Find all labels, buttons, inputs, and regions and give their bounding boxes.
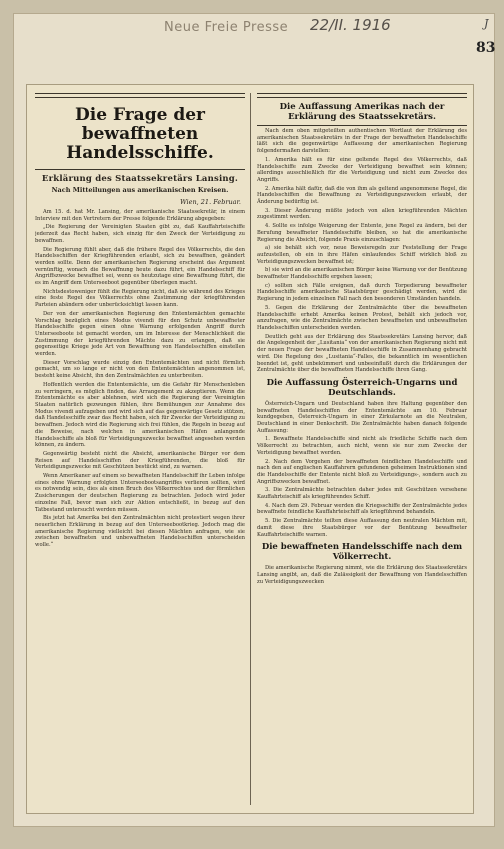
paragraph: Am 15. d. hat Mr. Lansing, der amerikanische Staatssekretär, in einem Interview mit den Vertretern der Presse folgende Erklärung abgegeben:: [35, 209, 245, 222]
paragraph: Die Regierung fühlt aber, daß die frühere Regel des Völkerrechts, die den Handelsschiffen der Kriegführenden erlaubt, sich zu bewaffnen, geändert werden sollte. Denn der amerikanischen Regierung erscheint das Argument vernünftig, wonach die Bewaffnung heute dazu führt, ein Handelsschiff für Angriffszwecke bewaffnet sei, wenn es heutzutage eine Bewaffnung führt, die es im Angriff dem Unterseeboot gegenüber überlegen macht.: [35, 246, 245, 287]
paragraph: 4. Nach dem 29. Februar werden die Kriegsschiffe der Zentralmächte jedes bewaffnete feindliche Kauffahrteischiff als kriegführend behandeln.: [257, 502, 467, 516]
paragraph: 1. Amerika hält es für eine geltende Regel des Völkerrechts, daß Handelsschiffe zum Zwecke der Verteidigung bewaffnet sein können; allerdings ausschließlich für die Verteidigung und nicht zum Zwecke des Angriffs.: [257, 156, 467, 183]
paragraph: Bis jetzt hat Amerika bei den Zentralmächten nicht protestiert wegen ihrer neuerlichen Erklärung in bezug auf den Unterseebootkrieg. Jedoch mag die amerikanische Regierung vielleicht bei diesen Mächten anfragen, wie sie zwischen bewaffneten und unbewaffneten Handelsschiffen unterscheiden wolle.“: [35, 515, 245, 549]
left-column: [35, 91, 245, 807]
paragraph: Hoffentlich werden die Ententemächte, um die Gefahr für Menschenleben zu verringern, es möglich finden, das Arrangement zu akzeptieren. Wenn die Ententemächte es aber ablehnen, wird sich die Regierung der Vereinigten Staaten natürlich gezwungen fühlen, ihre Bemühungen zur Annahme des Modus vivendi aufzugeben und wird sich auf das gegenwärtige Gesetz stützen, daß Handelsschiffe zwar das Recht haben, sich für Zwecke der Verteidigung zu bewaffnen. Jedoch wird die Regierung sich frei fühlen, die Regeln in bezug auf die Beweise, nach welchen in amerikanischen Häfen anlangende Handelsschiffe als bloß für Verteidigungszwecke bewaffnet angesehen werden können, zu ändern.: [35, 381, 245, 449]
page-number: 83: [476, 40, 496, 56]
paragraph: 3. Die Zentralmächte betrachten daher jedes mit Geschützen versehene Kauffahrteischiff als kriegführendes Schiff.: [257, 487, 467, 501]
top-rule: [35, 93, 245, 98]
paragraph: Österreich-Ungarn und Deutschland haben ihre Haltung gegenüber den bewaffneten Handelsschiffen der Ententemächte am 10. Februar kundgegeben, Österreich-Ungarn in einer Zirkularnote an die Neutralen, Deutschland in einer Denkschrift. Die Zentralmächte haben danach folgende Auffassung:: [257, 400, 467, 434]
paragraph: Dieser Vorschlag wurde einzig den Ententemächten und nicht förmlich gemacht, um so lange er nicht von den Ententemächten angenommen ist, besteht keine Absicht, ihn den Zentralmächten zu unterbreiten.: [35, 359, 245, 380]
left-body: [35, 209, 245, 549]
corner-mark: J: [484, 17, 489, 30]
paragraph: „Die Regierung der Vereinigten Staaten gibt zu, daß Kauffahrteischiffe jederzeit das Recht haben, sich einzig für den Zweck der Verteidigung zu bewaffnen.: [35, 224, 245, 244]
newspaper-stamp: Neue Freie Presse: [164, 20, 289, 35]
title-rule: [35, 169, 245, 170]
handwritten-date: 22/II. 1916: [310, 16, 391, 34]
paragraph: a) sie behält sich vor, neue Beweisregeln zur Feststellung der Frage aufzustellen, ob ein in ihre Häfen einlaufendes Schiff wirklich bloß zu Verteidigungszwecken bewaffnet ist;: [257, 245, 467, 265]
paragraph: Nach dem oben mitgeteilten authentischen Wortlaut der Erklärung des amerikanischen Staatssekretärs in der Frage der bewaffneten Handelsschiffe läßt sich die gegenwärtige Auffassung der amerikanischen Regierung folgendermaßen darstellen:: [257, 128, 467, 155]
paragraph: 2. Nach dem Vorgehen der bewaffneten feindlichen Handelsschiffe und nach den auf englischen Kauffahrern gefundenen geheimen Instruktionen sind die Handelsschiffe der Entente nicht bloß zu Verteidigungs-, sondern auch zu Angriffszwecken bewaffnet.: [257, 458, 467, 485]
paragraph: Deutlich geht aus der Erklärung des Staatssekretärs Lansing hervor, daß die Angelegenheit der „Lusitania“ von der amerikanischen Regierung nicht mit der neuen Frage der bewaffneten Handelsschiffe in Zusammenhang gebracht wird. Die Regelung des „Lusitania“-Falles, die bekanntlich im wesentlichen beendet ist, geht unbekümmert und unbeeinflußt durch die Erklärungen der Zentralmächte über die bewaffneten Handelsschiffe ihren Gang.: [257, 333, 467, 374]
paragraph: 2. Amerika hält dafür, daß die von ihm als geltend angenommene Regel, die Handelsschiffen die Bewaffnung zu Verteidigungszwecken erlaubt, der Änderung bedürftig ist.: [257, 185, 467, 206]
paragraph: Nichtsdestoweniger fühlt die Regierung nicht, daß sie während des Krieges eine feste Regel des Völkerrechts ohne Zustimmung der kriegführenden Parteien abändern oder unberücksichtigt lassen kann.: [35, 288, 245, 309]
paragraph: 5. Die Zentralmächte teilten diese Auffassung den neutralen Mächten mit, damit diese ihre Staatsbürger vor der Benützung bewaffneter Kauffahrteischiffe warnen.: [257, 518, 467, 538]
paragraph: Die amerikanische Regierung nimmt, wie die Erklärung des Staatssekretärs Lansing angibt, an, daß die Zulässigkeit der Bewaffnung von Handelsschiffen zu Verteidigungszwecken: [257, 565, 467, 585]
article-subnote: Nach Mitteilungen aus amerikanischen Kreisen.: [51, 186, 229, 194]
section-title-international-law: Die bewaffneten Handelsschiffe nach dem Völkerrecht.: [261, 542, 463, 563]
paragraph: b) sie wird an die amerikanischen Bürger keine Warnung vor der Benützung bewaffneter Handelsschiffe ergehen lassen;: [257, 267, 467, 281]
newspaper-clipping: [26, 84, 474, 814]
article-title: Die Frage der bewaffneten Handelsschiffe.: [66, 105, 214, 163]
section-body-international-law: [257, 565, 467, 585]
paragraph: 3. Dieser Änderung müßte jedoch von allen kriegführenden Mächten zugestimmt werden.: [257, 207, 467, 221]
section-rule: [257, 125, 467, 126]
article-subtitle: Erklärung des Staatssekretärs Lansing.: [41, 174, 239, 184]
section-title-central-powers: Die Auffassung Österreich-Ungarns und Deutschlands.: [266, 377, 458, 398]
dateline: Wien, 21. Februar.: [179, 198, 241, 206]
right-top-rule: [257, 93, 467, 98]
paragraph: 1. Bewaffnete Handelsschiffe sind nicht als friedliche Schiffe nach dem Völkerrecht zu betrachten, auch nicht, wenn sie nur zum Zwecke der Verteidigung bewaffnet werden.: [257, 436, 467, 456]
paragraph: 4. Sollte es infolge Weigerung der Entente, jene Regel zu ändern, bei der Berufung bewaffneter Handelsschiffe bleiben, so hat die amerikanische Regierung die Absicht, folgende Praxis einzuschlagen:: [257, 223, 467, 243]
paragraph: c) sollten sich Fälle ereignen, daß durch Torpedierung bewaffneter Handelsschiffe amerikanische Staatsbürger geschädigt werden, wird die Regierung in jedem einzelnen Fall nach den besonderen Umständen handeln.: [257, 282, 467, 303]
right-column: [257, 91, 467, 807]
paragraph: Der von der amerikanischen Regierung den Ententemächten gemachte Vorschlag bezüglich eines Modus vivendi für den Schutz unbewaffneter Handelsschiffe gegen einen ohne Warnung erfolgenden Angriff durch Unterseeboote ist gemacht worden, um im Interesse der Menschlichkeit die Zustimmung der kriegführenden Mächte dazu zu erlangen, daß sie gegenseitige Kriege jede Art von Bewaffnung von Handelsschiffen einstellen werden.: [35, 310, 245, 358]
column-divider: [250, 93, 251, 805]
paragraph: Gegenwärtig besteht nicht die Absicht, amerikanische Bürger vor dem Reisen auf Handelsschiffen der Kriegführenden, die bloß für Verteidigungszwecke mit Geschützen bestückt sind, zu warnen.: [35, 450, 245, 471]
section-title-america: Die Auffassung Amerikas nach der Erklärung des Staatssekretärs.: [279, 102, 445, 122]
paragraph: Wenn Amerikaner auf einem so bewaffneten Handelsschiff ihr Leben infolge eines ohne Warnung erfolgten Unterseebootsangriffes verlieren sollten, wird es notwendig sein, dies als einen Bruch des Völkerrechtes und der förmlichen Zusicherungen der deutschen Regierung zu betrachten. Jedoch wird jeder einzelne Fall, bevor man sich zur Aktion entschließt, in bezug auf den Tatbestand untersucht werden müssen.: [35, 473, 245, 513]
paragraph: 5. Gegen die Erklärung der Zentralmächte über die bewaffneten Handelsschiffe erhebt Amerika keinen Protest, behält sich jedoch vor, anzufragen, wie die Zentralmächte zwischen bewaffneten und unbewaffneten Handelsschiffen unterscheiden werden.: [257, 304, 467, 331]
section-body-central-powers: [257, 401, 467, 538]
section-body-america: [257, 128, 467, 374]
